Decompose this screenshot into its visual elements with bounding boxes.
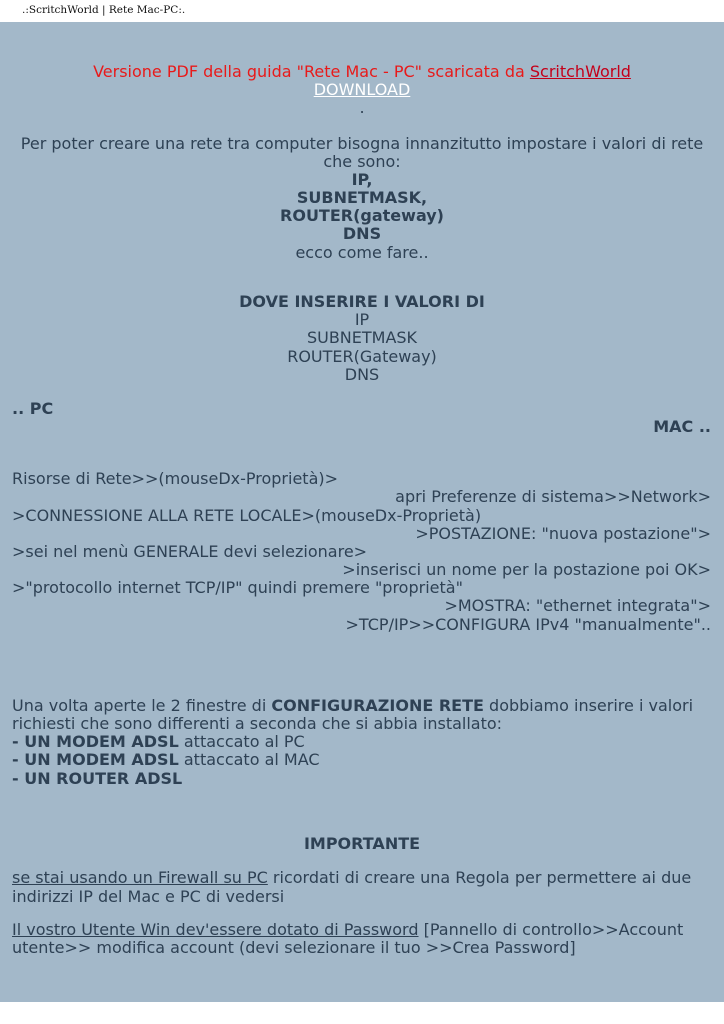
config-line-2: richiesti che sono differenti a seconda che si abbia installato: — [12, 714, 503, 733]
pdf-banner-text: Versione PDF della guida "Rete Mac - PC" scaricata da — [93, 62, 530, 81]
config-pre: Una volta aperte le 2 finestre di — [12, 696, 272, 715]
page-header-title: .:ScritchWorld | Rete Mac-PC:. — [22, 4, 186, 16]
mac-label: MAC .. — [653, 417, 711, 436]
config-line-1 — [12, 697, 693, 715]
config-post: dobbiamo inserire i valori — [483, 696, 694, 715]
where-ip: IP — [354, 310, 370, 329]
firewall-link[interactable]: se stai usando un Firewall su PC — [12, 868, 268, 887]
step-pc-1: Risorse di Rete>>(mouseDx-Proprietà)> — [12, 469, 339, 488]
intro-ip: IP, — [351, 170, 373, 189]
where-subnet: SUBNETMASK — [306, 328, 418, 347]
step-mac-4: >MOSTRA: "ethernet integrata"> — [444, 596, 711, 615]
intro-outro: ecco come fare.. — [295, 243, 429, 262]
option-2-rest: attaccato al MAC — [178, 750, 320, 769]
password-line-1 — [12, 921, 683, 939]
scritchworld-link[interactable]: ScritchWorld — [529, 62, 631, 81]
banner-dot: . — [359, 98, 365, 117]
download-link[interactable]: DOWNLOAD — [313, 80, 411, 99]
where-dns: DNS — [344, 365, 380, 384]
content-panel — [0, 22, 724, 1002]
intro-router: ROUTER(gateway) — [280, 206, 444, 225]
password-link[interactable]: Il vostro Utente Win dev'essere dotato di Password — [12, 920, 419, 939]
intro-dns: DNS — [342, 224, 382, 243]
where-heading: DOVE INSERIRE I VALORI DI — [239, 292, 485, 311]
password-line-2: utente>> modifica account (devi selezionare il tuo >>Crea Password] — [12, 938, 576, 957]
step-pc-2: >CONNESSIONE ALLA RETE LOCALE>(mouseDx-Proprietà) — [12, 506, 482, 525]
password-rest: [Pannello di controllo>>Account — [418, 920, 684, 939]
step-pc-3: >sei nel menù GENERALE devi selezionare> — [12, 542, 368, 561]
step-pc-4: >"protocollo internet TCP/IP" quindi premere "proprietà" — [12, 578, 463, 597]
config-option-1 — [12, 733, 305, 751]
important-heading: IMPORTANTE — [303, 834, 421, 853]
config-bold: CONFIGURAZIONE RETE — [271, 696, 484, 715]
pc-label: .. PC — [12, 399, 54, 418]
step-mac-2: >POSTAZIONE: "nuova postazione"> — [415, 524, 711, 543]
option-1-bold: - UN MODEM ADSL — [12, 732, 179, 751]
option-2-bold: - UN MODEM ADSL — [12, 750, 179, 769]
firewall-line-1 — [12, 869, 691, 887]
config-option-2 — [12, 751, 320, 769]
firewall-rest: ricordati di creare una Regola per permettere ai due — [267, 868, 692, 887]
option-1-rest: attaccato al PC — [178, 732, 305, 751]
where-router: ROUTER(Gateway) — [287, 347, 437, 366]
step-mac-5: >TCP/IP>>CONFIGURA IPv4 "manualmente".. — [345, 615, 711, 634]
step-mac-3: >inserisci un nome per la postazione poi OK> — [342, 560, 711, 579]
intro-subnet: SUBNETMASK, — [296, 188, 428, 207]
step-mac-1: apri Preferenze di sistema>>Network> — [395, 487, 711, 506]
firewall-line-2: indirizzi IP del Mac e PC di vedersi — [12, 887, 285, 906]
intro-line-2: che sono: — [323, 152, 401, 171]
intro-line-1: Per poter creare una rete tra computer bisogna innanzitutto impostare i valori di rete — [20, 134, 704, 153]
config-option-3: - UN ROUTER ADSL — [12, 769, 183, 788]
pdf-banner — [0, 63, 724, 81]
